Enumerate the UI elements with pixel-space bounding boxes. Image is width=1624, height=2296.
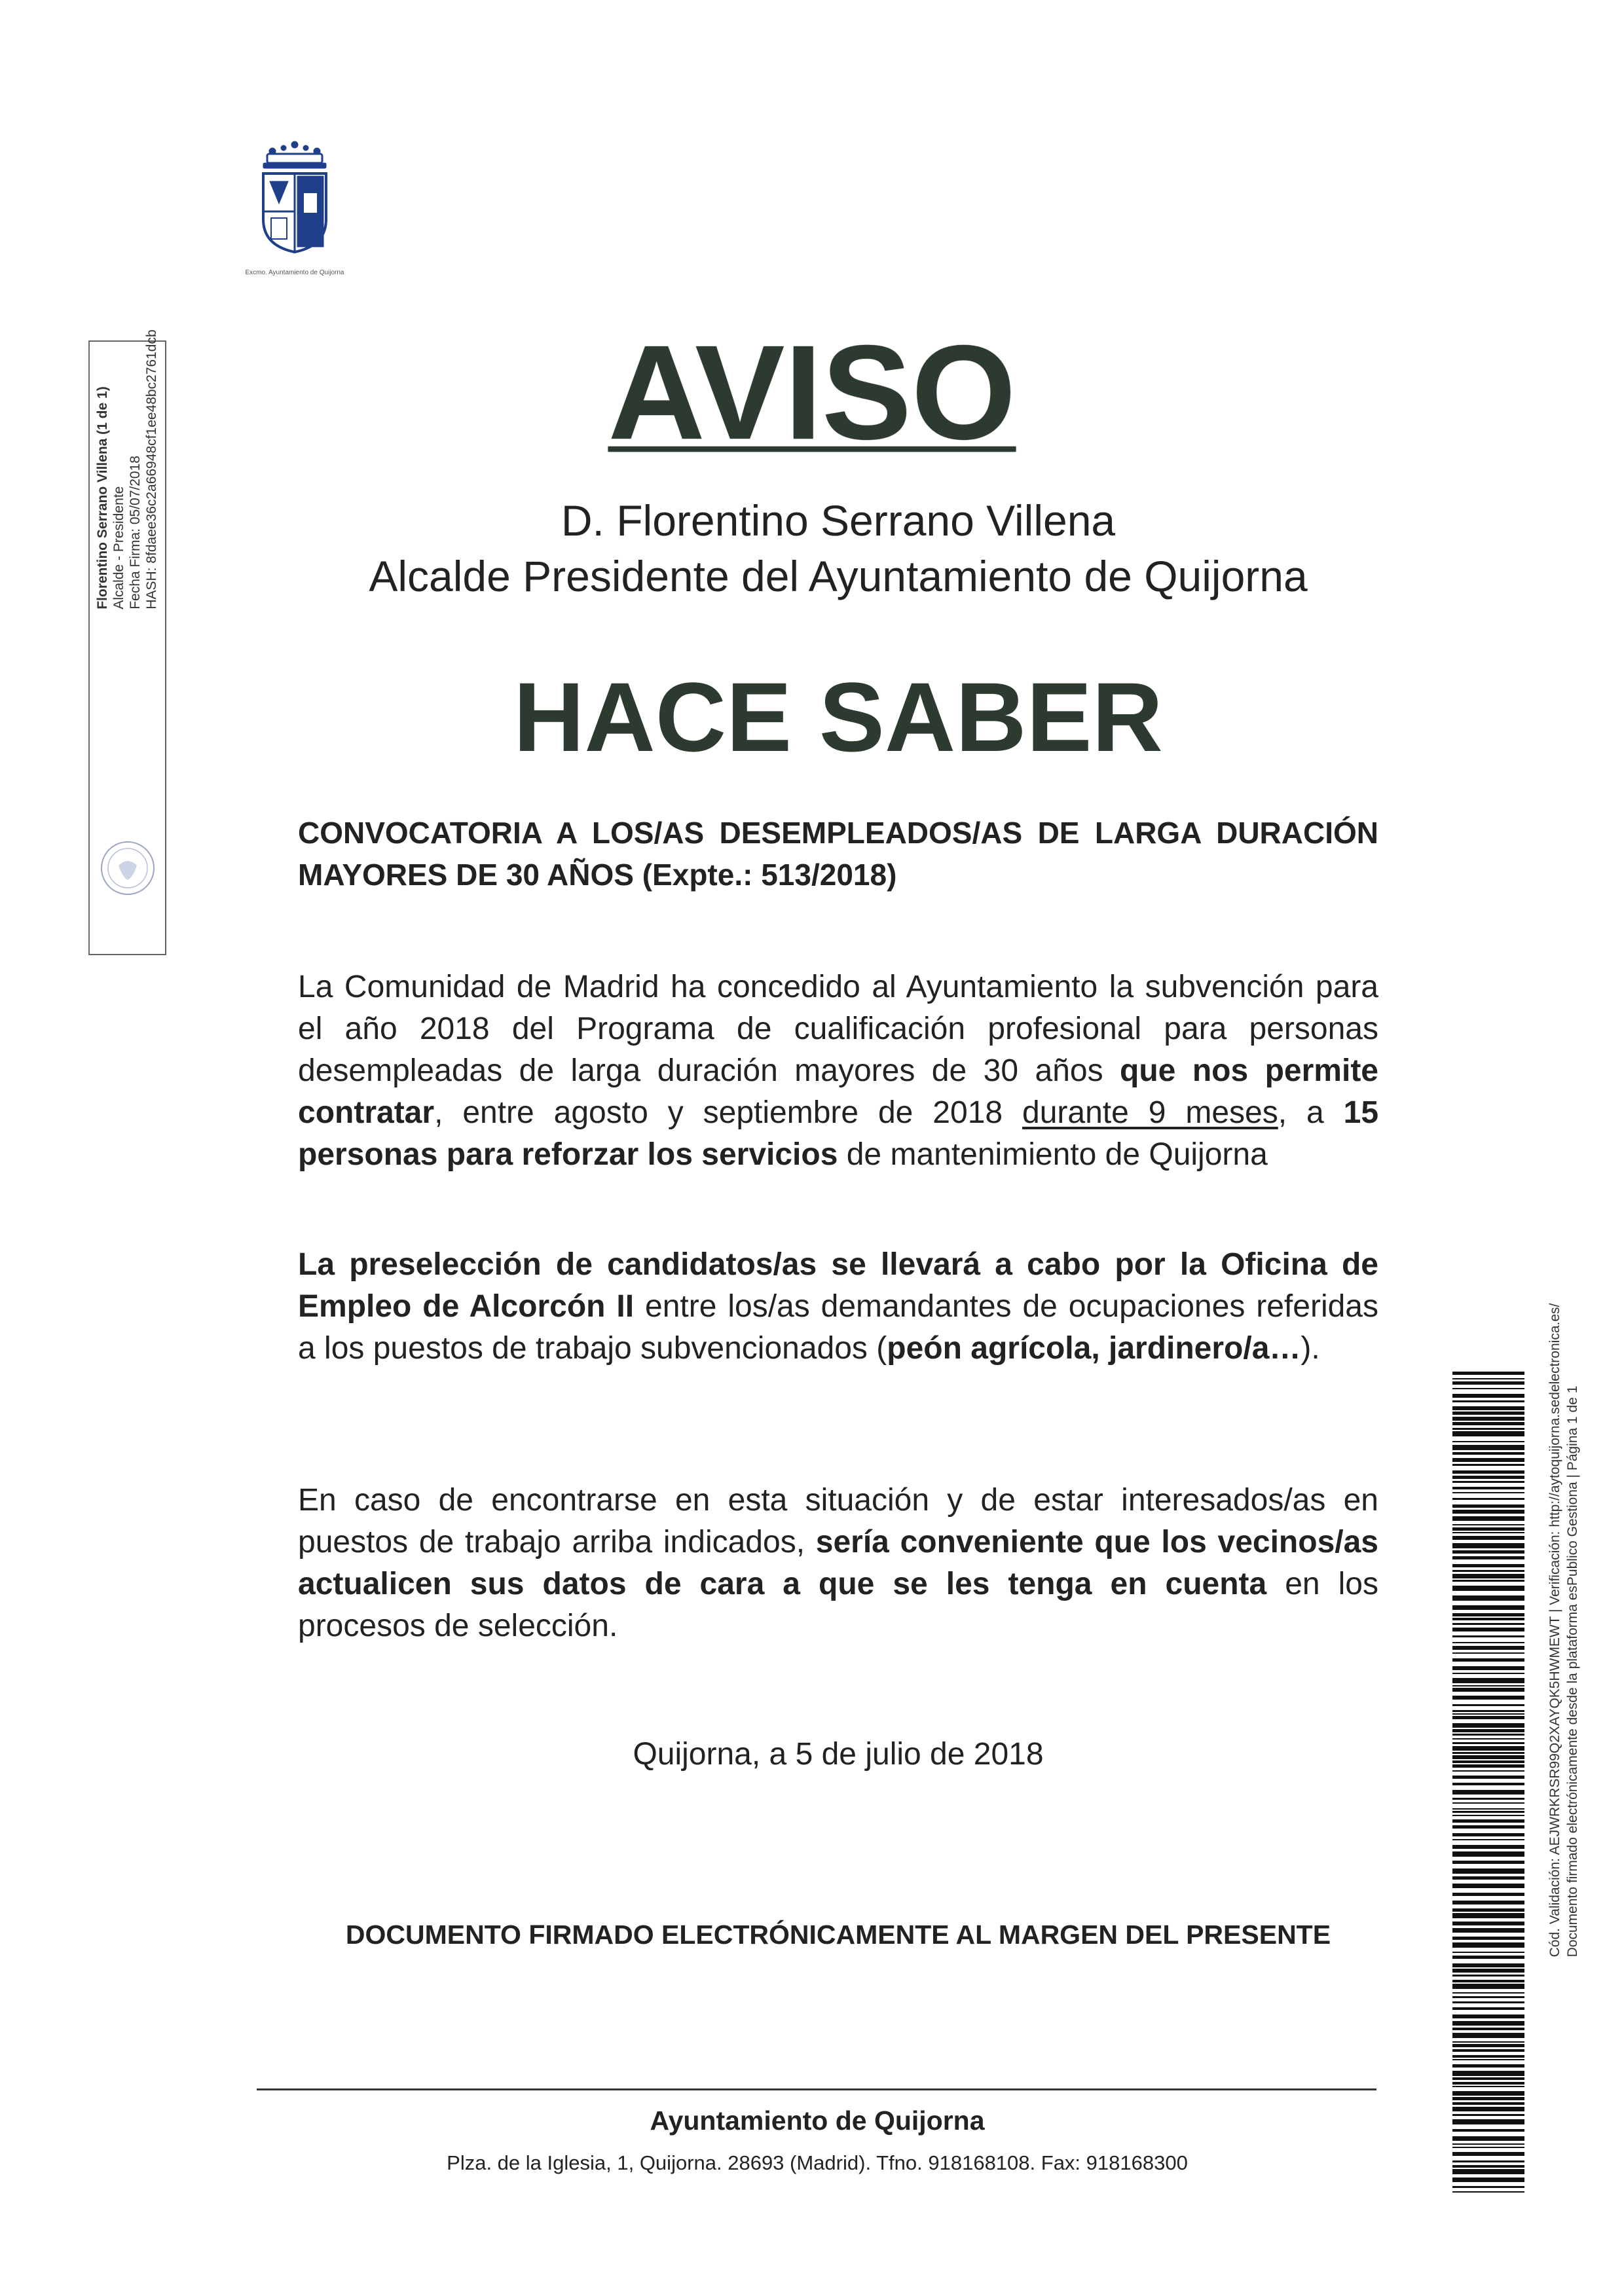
barcode-bar: [1452, 1635, 1524, 1637]
barcode-bar: [1452, 1704, 1524, 1706]
barcode-bar: [1452, 1839, 1524, 1840]
p2-text-a: La preselección de candidatos/as se llevará a cabo por la Oficina de Empleo de Alcorcón II: [298, 1247, 1378, 1324]
barcode-bar: [1452, 1928, 1524, 1933]
barcode-bar: [1452, 1956, 1524, 1959]
barcode-bar: [1452, 1613, 1524, 1616]
barcode-bar: [1452, 1678, 1524, 1683]
validation-line-1: Cód. Validación: AEJWRKRSR99Q2XAYQK5HWMEWT | Verificación: http://aytoquijorna.sedelectronica.es/: [1547, 1303, 1562, 1958]
p3-text-b: sería conveniente que los vecinos/as actualicen sus datos de cara a que se les tenga en cuenta: [298, 1525, 1378, 1601]
barcode-bar: [1452, 2086, 1524, 2087]
barcode-bar: [1452, 1819, 1524, 1823]
p3-text-c: en los procesos de selección.: [298, 1567, 1378, 1643]
barcode-bar: [1452, 1952, 1524, 1953]
barcode-bar: [1452, 1825, 1524, 1829]
barcode-bar: [1452, 1412, 1524, 1415]
barcode-bar: [1452, 1422, 1524, 1425]
barcode-bar: [1452, 2033, 1524, 2038]
mayor-name: D. Florentino Serrano Villena: [561, 496, 1116, 545]
barcode-bar: [1452, 1942, 1524, 1948]
barcode-bar: [1452, 1713, 1524, 1715]
barcode-bar: [1452, 1851, 1524, 1857]
p2-text-b: entre los/as demandantes de ocupaciones referidas a los puestos de trabajo subvencionados (: [298, 1289, 1379, 1366]
barcode-bar: [1452, 2059, 1524, 2060]
barcode-bar: [1452, 1752, 1524, 1754]
barcode-bar: [1452, 2178, 1524, 2182]
barcode-bar: [1452, 1428, 1524, 1430]
barcode-bar: [1452, 1975, 1524, 1977]
seal-icon: [99, 839, 157, 897]
signed-note: DOCUMENTO FIRMADO ELECTRÓNICAMENTE AL MARGEN DEL PRESENTE: [345, 1920, 1331, 1950]
barcode-bar: [1452, 2082, 1524, 2085]
barcode-bar: [1452, 1595, 1524, 1601]
barcode-bar: [1452, 1937, 1524, 1940]
barcode-bar: [1452, 1492, 1524, 1493]
barcode-bar: [1452, 1685, 1524, 1686]
barcode-bar: [1452, 1481, 1524, 1483]
barcode-bar: [1452, 1652, 1524, 1654]
barcode-bar: [1452, 2064, 1524, 2068]
barcode-bar: [1452, 2028, 1524, 2030]
paragraph-preseleccion: [298, 1244, 1378, 1370]
barcode-bar: [1452, 2014, 1524, 2018]
barcode-bar: [1452, 1696, 1524, 1700]
footer-address: Plza. de la Iglesia, 1, Quijorna. 28693 (Madrid). Tfno. 918168108. Fax: 918168300: [447, 2151, 1188, 2174]
barcode-bar: [1452, 2165, 1524, 2168]
p2-text-c: peón agrícola, jardinero/a…: [887, 1331, 1301, 1366]
barcode-bar: [1452, 1372, 1524, 1375]
p1-text-g: de mantenimiento de Quijorna: [838, 1137, 1268, 1172]
barcode-bar: [1452, 1833, 1524, 1836]
barcode-bar: [1452, 1556, 1524, 1559]
barcode-bar: [1452, 1628, 1524, 1631]
hace-saber-heading: HACE SABER: [513, 662, 1163, 772]
barcode-bar: [1452, 1738, 1524, 1740]
barcode-bar: [1452, 1922, 1524, 1925]
barcode-bar: [1452, 1605, 1524, 1610]
barcode-bar: [1452, 2147, 1524, 2148]
barcode-bar: [1452, 1815, 1524, 1816]
barcode-bar: [1452, 1729, 1524, 1732]
barcode-bar: [1452, 2102, 1524, 2105]
barcode-bar: [1452, 1417, 1524, 1421]
p1-text-b: que nos permite contratar: [298, 1053, 1379, 1130]
barcode-bar: [1452, 1586, 1524, 1591]
barcode-bar: [1452, 1458, 1524, 1462]
barcode-bar: [1452, 1400, 1524, 1402]
barcode-bar: [1452, 1984, 1524, 1989]
footer-organization: Ayuntamiento de Quijorna: [650, 2105, 985, 2136]
barcode-bar: [1452, 1394, 1524, 1398]
p1-text-e: , a: [1278, 1095, 1344, 1130]
barcode-bar: [1452, 1378, 1524, 1379]
barcode-bar: [1452, 1802, 1524, 1804]
barcode-bar: [1452, 1532, 1524, 1533]
barcode-bar: [1452, 1673, 1524, 1674]
barcode-bar: [1452, 1710, 1524, 1712]
barcode-bar: [1452, 1969, 1524, 1973]
barcode-bar: [1452, 1716, 1524, 1719]
p1-text-a: La Comunidad de Madrid ha concedido al Ayuntamiento la subvención para el año 2018 del Programa de cualificación profesional para personas desempleadas de larga duración mayores de 30 años: [298, 970, 1378, 1088]
barcode-bar: [1452, 1470, 1524, 1474]
barcode-bar: [1452, 1861, 1524, 1864]
p1-text-f: 15 personas para reforzar los servicios: [298, 1095, 1379, 1172]
barcode-bar: [1452, 1618, 1524, 1620]
paragraph-subvencion: [298, 966, 1378, 1176]
p1-text-c: , entre agosto y septiembre de 2018: [434, 1095, 1023, 1130]
barcode-bar: [1452, 2049, 1524, 2052]
page-title-text: AVISO: [608, 318, 1016, 467]
barcode-bar: [1452, 1510, 1524, 1514]
barcode-bar: [1452, 1908, 1524, 1912]
barcode-bar: [1452, 1688, 1524, 1692]
barcode-bar: [1452, 1901, 1524, 1904]
barcode-bar: [1452, 1623, 1524, 1625]
p2-text-d: ).: [1301, 1331, 1320, 1366]
barcode-bar: [1452, 1536, 1524, 1540]
barcode-icon: [1452, 1372, 1524, 2196]
barcode-bar: [1452, 2097, 1524, 2100]
barcode-bar: [1452, 2191, 1524, 2193]
barcode-bar: [1452, 1811, 1524, 1813]
barcode-bar: [1452, 1755, 1524, 1759]
signature-hash: HASH: 8fdaee36c2a66948cf1ee48bc2761dcb: [144, 329, 159, 610]
barcode-bar: [1452, 1543, 1524, 1548]
barcode-bar: [1452, 1770, 1524, 1772]
barcode-bar: [1452, 1574, 1524, 1578]
barcode-bar: [1452, 1666, 1524, 1670]
barcode-bar: [1452, 2114, 1524, 2116]
barcode-bar: [1452, 2119, 1524, 2124]
barcode-bar: [1452, 2055, 1524, 2058]
barcode-bar: [1452, 2021, 1524, 2026]
barcode-bar: [1452, 1452, 1524, 1455]
barcode-bar: [1452, 1996, 1524, 1998]
barcode-bar: [1452, 1504, 1524, 1508]
barcode-bar: [1452, 1564, 1524, 1567]
barcode-bar: [1452, 1516, 1524, 1521]
barcode-bar: [1452, 1884, 1524, 1888]
barcode-bar: [1452, 2107, 1524, 2111]
paragraph-interesados: [298, 1480, 1378, 1647]
barcode-bar: [1452, 1550, 1524, 1554]
barcode-bar: [1452, 1760, 1524, 1763]
barcode-bar: [1452, 2077, 1524, 2080]
document-date: Quijorna, a 5 de julio de 2018: [633, 1737, 1044, 1772]
validation-line-2: Documento firmado electrónicamente desde la plataforma esPublico Gestiona | Página 1 de 1: [1565, 1385, 1580, 1958]
barcode-bar: [1452, 2091, 1524, 2096]
barcode-bar: [1452, 1776, 1524, 1779]
signature-date: Fecha Firma: 05/07/2018: [128, 456, 143, 610]
barcode-bar: [1452, 1876, 1524, 1880]
barcode-bar: [1452, 1381, 1524, 1385]
barcode-bar: [1452, 1642, 1524, 1643]
barcode-bar: [1452, 1798, 1524, 1800]
p3-text-a: En caso de encontrarse en esta situación y de estar interesados/as en puestos de trabajo arriba indicados,: [298, 1483, 1378, 1559]
barcode-bar: [1452, 1893, 1524, 1896]
signer-name: Florentino Serrano Villena (1 de 1): [95, 386, 110, 610]
barcode-bar: [1452, 2136, 1524, 2141]
barcode-bar: [1452, 1476, 1524, 1479]
barcode-bar: [1452, 1487, 1524, 1489]
barcode-bar: [1452, 1580, 1524, 1582]
barcode-bar: [1452, 1723, 1524, 1728]
barcode-bar: [1452, 1913, 1524, 1918]
barcode-bar: [1452, 1658, 1524, 1662]
barcode-bar: [1452, 1992, 1524, 1994]
barcode-bar: [1452, 2143, 1524, 2145]
barcode-bar: [1452, 1524, 1524, 1525]
convocatoria-heading: CONVOCATORIA A LOS/AS DESEMPLEADOS/AS DE LARGA DURACIÓN MAYORES DE 30 AÑOS (Expte.: 513/2018): [298, 816, 1378, 892]
barcode-bar: [1452, 1388, 1524, 1389]
signer-role: Alcalde - Presidente: [111, 486, 126, 610]
page-title: [0, 318, 1624, 467]
barcode-bar: [1452, 1746, 1524, 1751]
p1-text-d: durante 9 meses: [1022, 1095, 1278, 1130]
barcode-bar: [1452, 2186, 1524, 2188]
barcode-bar: [1452, 2129, 1524, 2132]
barcode-bar: [1452, 1445, 1524, 1450]
barcode-bar: [1452, 1570, 1524, 1572]
barcode-bar: [1452, 2044, 1524, 2047]
barcode-bar: [1452, 1527, 1524, 1531]
barcode-bar: [1452, 1734, 1524, 1736]
barcode-bar: [1452, 1742, 1524, 1744]
barcode-bar: [1452, 1406, 1524, 1410]
barcode-bar: [1452, 1441, 1524, 1442]
barcode-bar: [1452, 2007, 1524, 2010]
barcode-bar: [1452, 1498, 1524, 1500]
barcode-bar: [1452, 1646, 1524, 1650]
barcode-bar: [1452, 2001, 1524, 2003]
barcode-bar: [1452, 1980, 1524, 1982]
barcode-bar: [1452, 2152, 1524, 2156]
barcode-bar: [1452, 1783, 1524, 1785]
validation-text-block: [1546, 1303, 1581, 1958]
barcode-bar: [1452, 1963, 1524, 1967]
barcode-bar: [1452, 1790, 1524, 1795]
barcode-bar: [1452, 1764, 1524, 1768]
coat-caption: Excmo. Ayuntamiento de Quijorna: [245, 269, 344, 276]
mayor-role: Alcalde Presidente del Ayuntamiento de Quijorna: [369, 552, 1308, 600]
barcode-bar: [1452, 2041, 1524, 2043]
barcode-bar: [1452, 2160, 1524, 2162]
footer-divider: [257, 2088, 1376, 2090]
barcode-bar: [1452, 1868, 1524, 1874]
barcode-bar: [1452, 1431, 1524, 1436]
barcode-bar: [1452, 2169, 1524, 2174]
barcode-bar: [1452, 1808, 1524, 1810]
barcode-bar: [1452, 1845, 1524, 1849]
barcode-bar: [1452, 2071, 1524, 2076]
barcode-bar: [1452, 1464, 1524, 1466]
